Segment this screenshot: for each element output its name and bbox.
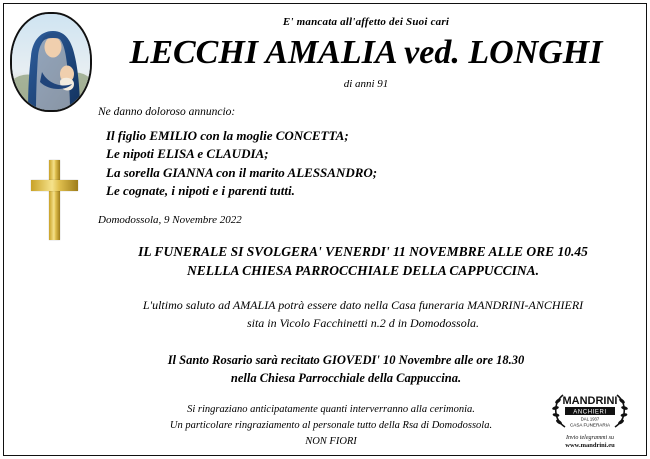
place-and-date: Domodossola, 9 Novembre 2022	[98, 213, 242, 226]
cross-horizontal-bar	[31, 180, 78, 191]
family-list-item: La sorella GIANNA con il marito ALESSANDRO;	[106, 164, 378, 180]
madonna-icon	[12, 14, 90, 110]
farewell-line: L'ultimo saluto ad AMALIA potrà essere dato nella Casa funeraria MANDRINI-ANCHIERI	[142, 298, 584, 313]
prelude-text: E' mancata all'affetto dei Suoi cari	[282, 16, 450, 28]
farewell-line: sita in Vicolo Facchinetti n.2 d in Domodossola.	[246, 315, 480, 330]
funeral-line: NELLLA CHIESA PARROCCHIALE DELLA CAPPUCCINA.	[187, 262, 539, 278]
thanks-line: Si ringraziano anticipatamente quanti interverranno alla cerimonia.	[187, 404, 475, 416]
farewell-details	[92, 297, 640, 332]
cross-vertical-bar	[49, 160, 60, 240]
rosary-line: nella Chiesa Parrocchiale della Cappuccina.	[230, 371, 462, 386]
funeral-line: IL FUNERALE SI SVOLGERA' VENERDI' 11 NOVEMBRE ALLE ORE 10.45	[138, 243, 588, 259]
family-list	[106, 127, 640, 201]
deceased-name: LECCHI AMALIA ved. LONGHI	[129, 34, 603, 71]
golden-cross-icon	[26, 160, 82, 240]
svg-text:ANCHIERI: ANCHIERI	[573, 408, 607, 415]
svg-text:CASA FUNERARIA: CASA FUNERARIA	[569, 422, 611, 427]
logo-caption: Invio telegrammi su	[566, 434, 614, 441]
funeral-details	[92, 242, 640, 280]
logo-badge	[547, 387, 633, 433]
rosary-line: Il Santo Rosario sarà recitato GIOVEDI' 10 Novembre alle ore 18.30	[167, 352, 525, 367]
madonna-portrait	[10, 12, 92, 112]
svg-text:MANDRINI: MANDRINI	[562, 394, 618, 407]
logo-website-link[interactable]: www.mandrini.eu	[565, 442, 615, 449]
notice-text-block	[92, 10, 640, 451]
deceased-age: di anni 91	[343, 78, 389, 90]
family-list-item: Il figlio EMILIO con la moglie CONCETTA;	[106, 128, 349, 143]
announcement-intro: Ne danno doloroso annuncio:	[98, 106, 236, 118]
laurel-wreath-icon	[547, 387, 633, 433]
svg-text:DAL 1937: DAL 1937	[580, 416, 600, 421]
rosary-details	[92, 351, 640, 387]
family-list-item: Le cognate, i nipoti e i parenti tutti.	[106, 183, 295, 199]
funeral-home-logo	[544, 387, 636, 450]
thanks-line: Un particolare ringraziamento al personale tutto della Rsa di Domodossola.	[169, 419, 493, 431]
no-flowers-note: NON FIORI	[305, 435, 357, 447]
family-list-item: Le nipoti ELISA e CLAUDIA;	[106, 146, 269, 162]
